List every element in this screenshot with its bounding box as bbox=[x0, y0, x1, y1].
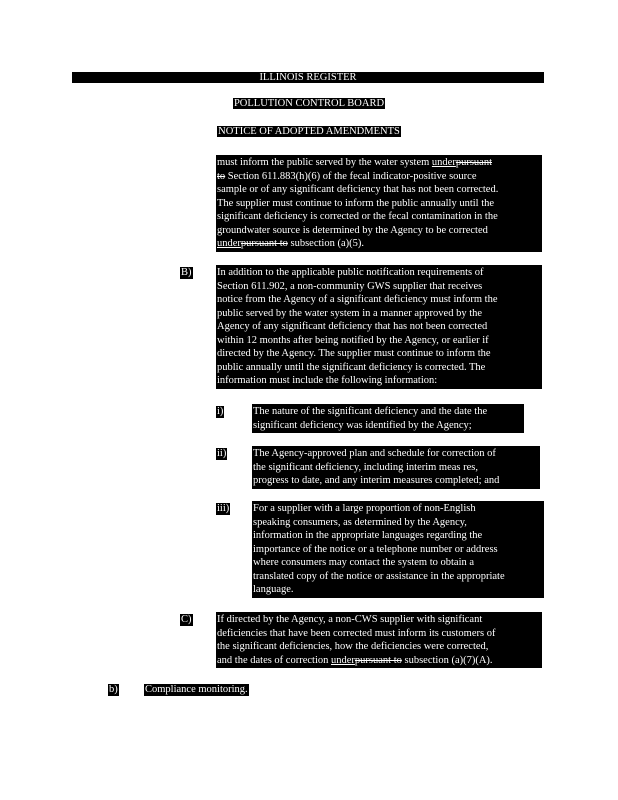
text-line: directed by the Agency. The supplier must continue to inform the bbox=[217, 348, 491, 359]
text-line: The Agency-approved plan and schedule for correction of bbox=[253, 448, 496, 459]
register-title: ILLINOIS REGISTER bbox=[259, 72, 357, 83]
text-line: progress to date, and any interim measures completed; and bbox=[253, 475, 500, 486]
text-line: translated copy of the notice or assistance in the appropriate bbox=[253, 570, 505, 582]
text-line: In addition to the applicable public notification requirements of bbox=[217, 267, 484, 278]
text-line: information must include the following information: bbox=[217, 375, 438, 386]
sub-iii-text bbox=[252, 501, 544, 598]
text-line: importance of the notice or a telephone number or address bbox=[253, 543, 498, 555]
register-title-bar bbox=[72, 72, 544, 83]
text-line: information in the appropriate languages regarding the bbox=[253, 530, 483, 541]
text-line: where consumers may contact the system to obtain a bbox=[253, 557, 475, 568]
text-line: the significant deficiencies, how the deficiencies were corrected, bbox=[217, 641, 489, 652]
sub-i-text bbox=[252, 404, 524, 433]
text-line: speaking consumers, as determined by the Agency, bbox=[253, 516, 467, 528]
compliance-monitoring-heading: Compliance monitoring. bbox=[145, 684, 248, 695]
item-b-upper-text bbox=[216, 265, 542, 389]
text-line: deficiencies that have been corrected must inform its customers of bbox=[217, 627, 496, 639]
item-b-upper-label: B) bbox=[181, 267, 192, 278]
text-line: public annually until the significant deficiency is corrected. The bbox=[217, 361, 486, 373]
text-line: within 12 months after being notified by the Agency, or earlier if bbox=[217, 334, 489, 346]
text-line: The supplier must continue to inform the public annually until the bbox=[217, 197, 495, 209]
paragraph-a-continued bbox=[216, 155, 542, 252]
text-line: sample or of any significant deficiency that has not been corrected. bbox=[217, 184, 499, 195]
text-line: If directed by the Agency, a non-CWS supplier with significant bbox=[217, 614, 483, 625]
text-line: Section 611.902, a non-community GWS supplier that receives bbox=[217, 280, 483, 292]
text-line: the significant deficiency, including interim meas res, bbox=[253, 461, 478, 473]
text-line: For a supplier with a large proportion of non-English bbox=[253, 503, 476, 514]
text-line: groundwater source is determined by the Agency to be corrected bbox=[217, 224, 488, 236]
text-line: to Section 611.883(h)(6) of the fecal indicator-positive source bbox=[217, 170, 477, 182]
text-line: public served by the water system in a manner approved by the bbox=[217, 307, 483, 319]
sub-ii-label: ii) bbox=[217, 448, 227, 459]
text-line: significant deficiency was identified by the Agency; bbox=[253, 419, 472, 431]
sub-ii-text bbox=[252, 446, 540, 489]
item-c-label: C) bbox=[181, 614, 192, 625]
text-line: significant deficiency is corrected or the fecal contamination in the bbox=[217, 211, 498, 222]
text-line: and the dates of correction underpursuant to subsection (a)(7)(A). bbox=[217, 654, 493, 666]
notice-title: NOTICE OF ADOPTED AMENDMENTS bbox=[218, 126, 400, 137]
text-line: language. bbox=[253, 584, 294, 595]
sub-iii-label: iii) bbox=[217, 503, 230, 514]
text-line: must inform the public served by the water system underpursuant bbox=[217, 157, 493, 168]
item-b-lower-label: b) bbox=[109, 684, 118, 695]
text-line: Agency of any significant deficiency that has not been corrected bbox=[217, 321, 488, 332]
sub-i-label: i) bbox=[217, 406, 224, 417]
item-c-text bbox=[216, 612, 542, 668]
text-line: notice from the Agency of a significant deficiency must inform the bbox=[217, 294, 498, 305]
text-line: The nature of the significant deficiency and the date the bbox=[253, 406, 488, 417]
text-line: underpursuant to subsection (a)(5). bbox=[217, 238, 364, 249]
board-title: POLLUTION CONTROL BOARD bbox=[233, 98, 385, 109]
